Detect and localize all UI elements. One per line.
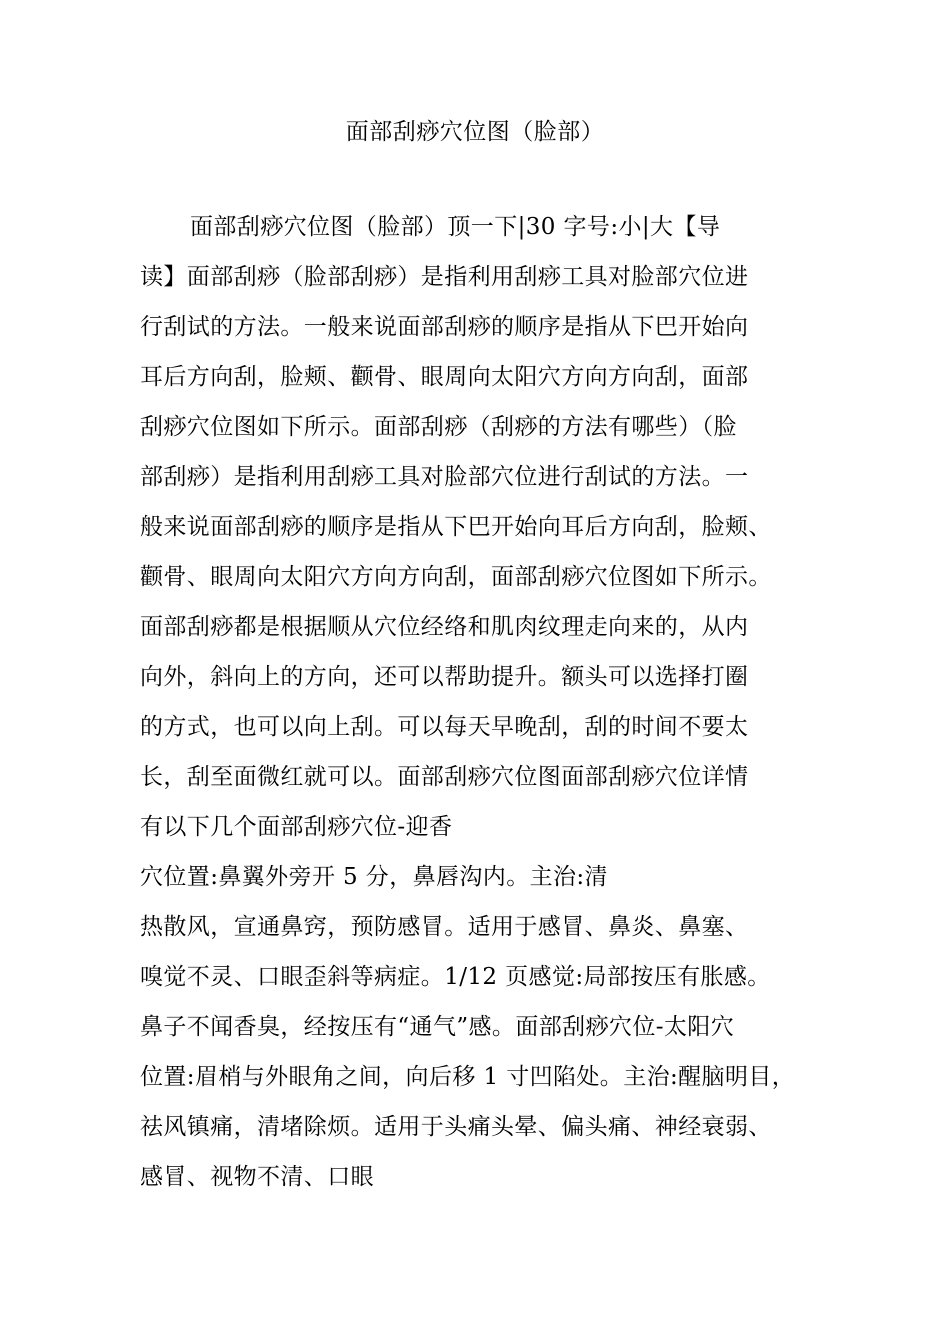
- document-title: 面部刮痧穴位图（脸部）: [345, 119, 605, 145]
- body-line: 感冒、视物不清、口眼: [140, 1164, 374, 1190]
- body-line: 般来说面部刮痧的顺序是指从下巴开始向耳后方向刮，脸颊、: [140, 514, 772, 540]
- document-body: [140, 208, 840, 1208]
- body-line: 位置:眉梢与外眼角之间，向后移 1 寸凹陷处。主治:醒脑明目，: [140, 1064, 796, 1090]
- body-line: 向外，斜向上的方向，还可以帮助提升。额头可以选择打圈: [140, 664, 749, 690]
- body-line: 热散风，宣通鼻窍，预防感冒。适用于感冒、鼻炎、鼻塞、: [140, 914, 749, 940]
- body-line: 行刮试的方法。一般来说面部刮痧的顺序是指从下巴开始向: [140, 314, 749, 340]
- body-line: 颧骨、眼周向太阳穴方向方向刮，面部刮痧穴位图如下所示。: [140, 564, 772, 590]
- body-line: 长，刮至面微红就可以。面部刮痧穴位图面部刮痧穴位详情: [140, 764, 749, 790]
- body-line: 刮痧穴位图如下所示。面部刮痧（刮痧的方法有哪些）（脸: [140, 414, 737, 440]
- body-line: 穴位置:鼻翼外旁开 5 分，鼻唇沟内。主治:清: [140, 864, 608, 890]
- body-line: 面部刮痧都是根据顺从穴位经络和肌肉纹理走向来的，从内: [140, 614, 749, 640]
- body-line: 部刮痧）是指利用刮痧工具对脸部穴位进行刮试的方法。一: [140, 464, 749, 490]
- body-line: 面部刮痧穴位图（脸部）顶一下|30 字号:小|大【导: [190, 214, 721, 240]
- body-line: 读】面部刮痧（脸部刮痧）是指利用刮痧工具对脸部穴位进: [140, 264, 749, 290]
- body-line: 有以下几个面部刮痧穴位-迎香: [140, 814, 453, 840]
- body-line: 祛风镇痛，清堵除烦。适用于头痛头晕、偏头痛、神经衰弱、: [140, 1114, 772, 1140]
- body-line: 嗅觉不灵、口眼歪斜等病症。1/12 页感觉:局部按压有胀感。: [140, 964, 771, 990]
- body-line: 鼻子不闻香臭，经按压有“通气”感。面部刮痧穴位-太阳穴: [140, 1014, 735, 1040]
- body-line: 的方式，也可以向上刮。可以每天早晚刮，刮的时间不要太: [140, 714, 749, 740]
- body-line: 耳后方向刮，脸颊、颧骨、眼周向太阳穴方向方向刮，面部: [140, 364, 749, 390]
